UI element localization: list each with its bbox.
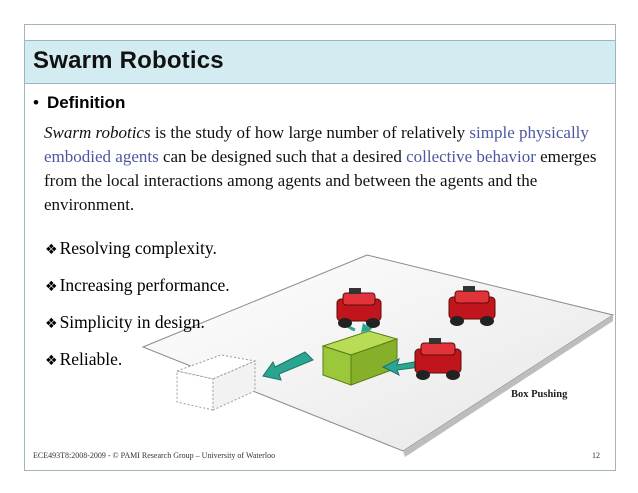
slide-title: Swarm Robotics: [33, 47, 224, 74]
slide-footer: ECE493T8:2008-2009 - © PAMI Research Group – University of Waterloo: [33, 451, 276, 460]
diamond-check-icon: ❖: [45, 316, 58, 332]
highlight-simple: simple: [469, 123, 515, 142]
feature-item: [45, 267, 230, 304]
term-swarm-robotics: Swarm robotics: [44, 123, 151, 142]
feature-item: [45, 230, 230, 267]
feature-text: Reliable.: [59, 349, 123, 369]
feature-text: Simplicity in design.: [59, 312, 205, 332]
figure-caption: Box Pushing: [511, 389, 568, 400]
diamond-check-icon: ❖: [45, 242, 58, 258]
definition-text-3: emerges from the local interactions among agents and between the agents and the environment.: [44, 147, 597, 214]
diamond-check-icon: ❖: [45, 279, 58, 295]
highlight-physically-embodied: physically embodied agents: [44, 123, 589, 166]
highlight-collective-behavior: collective behavior: [406, 147, 536, 166]
page-number: 12: [592, 451, 600, 460]
bullet-heading: Definition: [46, 93, 126, 112]
feature-text: Resolving complexity.: [59, 238, 217, 258]
feature-text: Increasing performance.: [59, 275, 230, 295]
feature-list: [45, 230, 230, 378]
feature-item: [45, 304, 230, 341]
definition-text-1: is the study of how large number of relatively: [150, 123, 470, 142]
definition-text-2: can be designed such that a desired: [158, 147, 407, 166]
slide: [24, 24, 616, 471]
feature-item: [45, 341, 230, 378]
bullet-dot: •: [33, 93, 39, 112]
diamond-check-icon: ❖: [45, 353, 58, 369]
